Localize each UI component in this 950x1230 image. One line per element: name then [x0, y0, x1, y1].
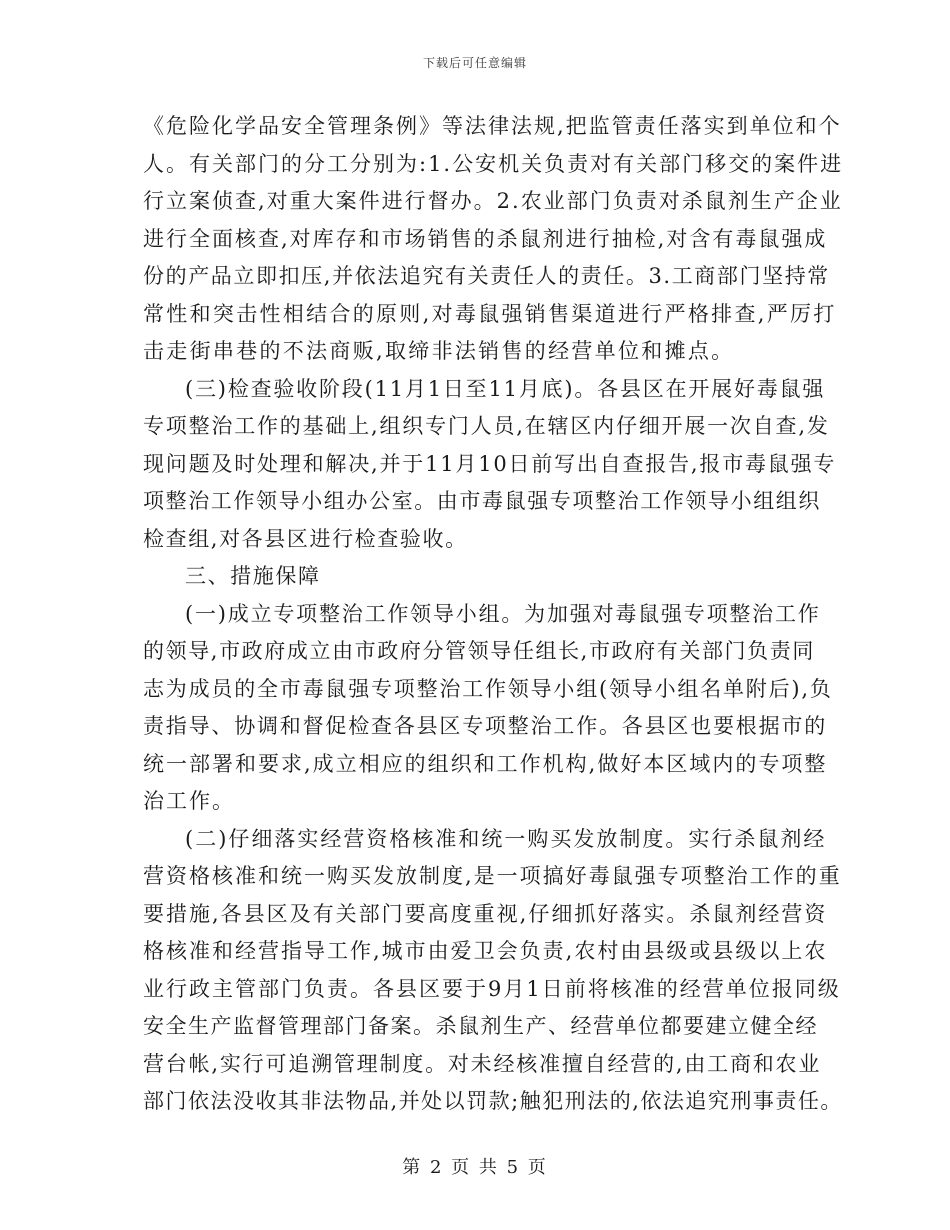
text-line: 营资格核准和统一购买发放制度,是一项搞好毒鼠强专项整治工作的重 [143, 864, 842, 888]
section-heading: 三、措施保障 [185, 564, 321, 588]
document-body [143, 108, 844, 1121]
paragraph-first-line: (一)成立专项整治工作领导小组。为加强对毒鼠强专项整治工作 [185, 601, 821, 626]
text-line: 要措施,各县区及有关部门要高度重视,仔细抓好落实。杀鼠剂经营资 [143, 901, 828, 926]
page-header: 下载后可任意编辑 [422, 56, 527, 70]
text-line: 现问题及时处理和解决,并于11月10日前写出自查报告,报市毒鼠强专 [143, 451, 837, 476]
text-line: 常性和突击性相结合的原则,对毒鼠强销售渠道进行严格排查,严厉打 [143, 301, 837, 326]
text-line: 进行全面核查,对库存和市场销售的杀鼠剂进行抽检,对含有毒鼠强成 [143, 226, 828, 251]
text-line: 志为成员的全市毒鼠强专项整治工作领导小组(领导小组名单附后),负 [143, 676, 833, 701]
text-line: 行立案侦查,对重大案件进行督办。2.农业部门负责对杀鼠剂生产企业 [143, 189, 843, 213]
text-line: 检查组,对各县区进行检查验收。 [143, 526, 468, 551]
page-number: 第 2 页 共 5 页 [402, 1157, 548, 1178]
text-line: 治工作。 [143, 789, 235, 813]
text-line: 统一部署和要求,成立相应的组织和工作机构,做好本区域内的专项整 [143, 751, 828, 776]
text-line: 击走街串巷的不法商贩,取缔非法销售的经营单位和摊点。 [143, 339, 735, 363]
text-line: 的领导,市政府成立由市政府分管领导任组长,市政府有关部门负责同 [143, 639, 815, 663]
text-line: 《危险化学品安全管理条例》等法律法规,把监管责任落实到单位和个 [143, 114, 842, 138]
text-line: 格核准和经营指导工作,城市由爱卫会负责,农村由县级或县级以上农 [143, 939, 828, 963]
text-line: 安全生产监督管理部门备案。杀鼠剂生产、经营单位都要建立健全经 [143, 1014, 818, 1038]
text-line: 责指导、协调和督促检查各县区专项整治工作。各县区也要根据市的 [143, 714, 827, 738]
text-line: 项整治工作领导小组办公室。由市毒鼠强专项整治工作领导小组组织 [143, 489, 821, 513]
paragraph-first-line: (三)检查验收阶段(11月1日至11月底)。各县区在开展好毒鼠强 [185, 376, 826, 401]
text-line: 份的产品立即扣压,并依法追究有关责任人的责任。3.工商部门坚持常 [143, 264, 830, 288]
text-line: 部门依法没收其非法物品,并处以罚款;触犯刑法的,依法追究刑事责任。 [143, 1089, 843, 1113]
text-line: 人。有关部门的分工分别为:1.公安机关负责对有关部门移交的案件进 [143, 151, 844, 176]
text-line: 营台帐,实行可追溯管理制度。对未经核准擅自经营的,由工商和农业 [143, 1051, 822, 1076]
text-line: 业行政主管部门负责。各县区要于9月1日前将核准的经营单位报同级 [143, 976, 841, 1001]
paragraph-first-line: (二)仔细落实经营资格核准和统一购买发放制度。实行杀鼠剂经 [185, 826, 827, 851]
text-line: 专项整治工作的基础上,组织专门人员,在辖区内仔细开展一次自查,发 [143, 414, 830, 438]
